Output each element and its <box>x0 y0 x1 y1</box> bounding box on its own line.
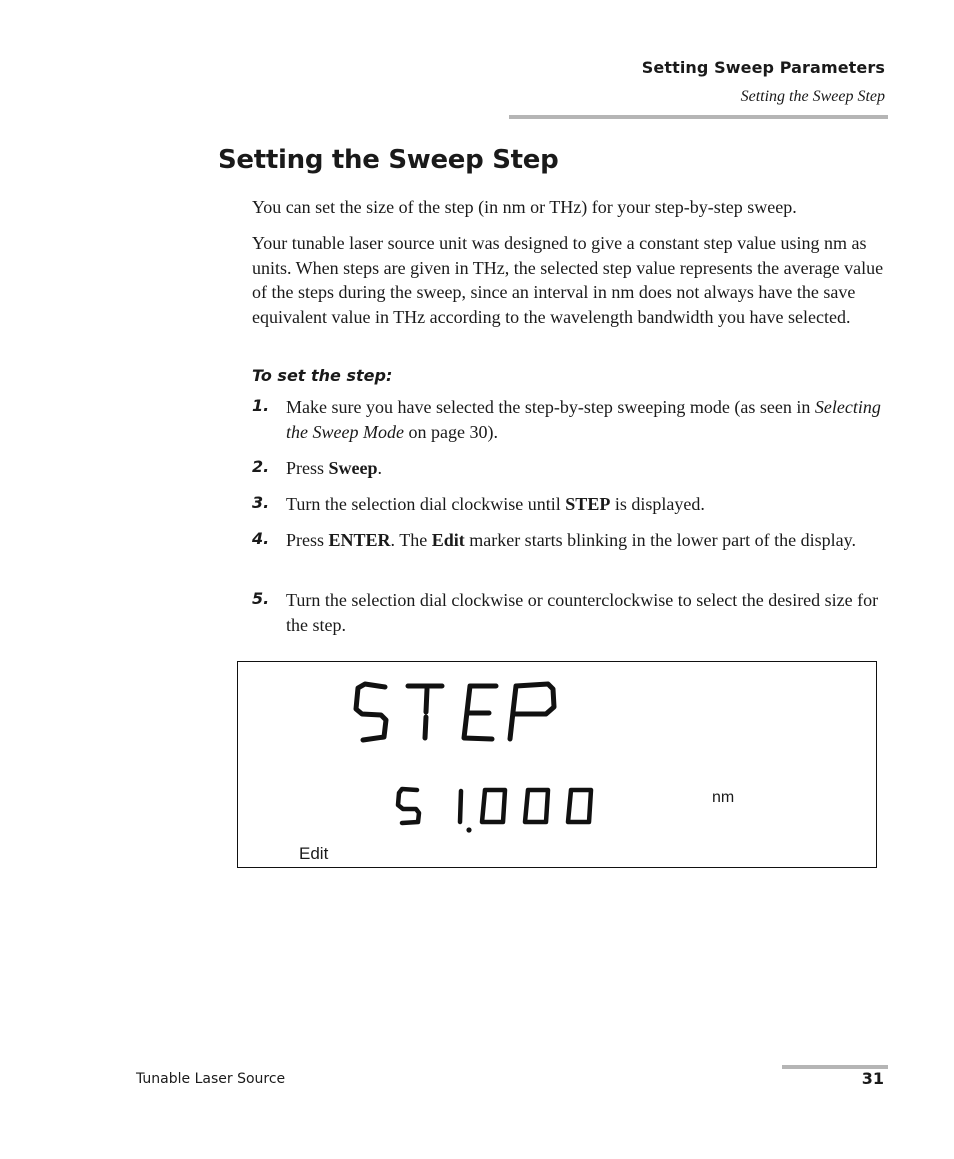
step-text-run: is displayed. <box>610 494 705 514</box>
lcd-glyph-e <box>464 686 496 739</box>
step-text-run: Press <box>286 530 329 550</box>
step-italic-text: Selecting the Sweep Mode <box>286 397 881 442</box>
lcd-glyph-p <box>510 684 554 739</box>
step-number: 3. <box>252 493 270 512</box>
units-paragraph: Your tunable laser source unit was designed to give a constant step value using nm as units. When steps are given in THz, the selected step value represents the average value of the steps during the sweep, since an interval in nm does not always have the save equivalent value in THz according to the wavelength bandwidth you have selected. <box>252 233 884 327</box>
step-text <box>286 456 891 481</box>
header-rule <box>509 115 888 119</box>
step-number: 1. <box>252 396 270 415</box>
lcd-segments <box>238 662 878 869</box>
step-text-run: on page 30). <box>403 421 498 442</box>
step-text-run: . The <box>390 530 432 550</box>
step-text-run: Press <box>286 458 329 478</box>
step-text-run: . <box>377 458 383 478</box>
step-number: 4. <box>252 529 270 548</box>
lcd-value-text <box>398 789 591 823</box>
intro-paragraph: You can set the size of the step (in nm or THz) for your step-by-step sweep. <box>252 197 797 217</box>
step-text <box>286 395 891 444</box>
footer-document-title: Tunable Laser Source <box>136 1071 286 1087</box>
lcd-glyph-0 <box>525 790 548 822</box>
page-heading: Setting the Sweep Step <box>218 145 559 175</box>
step-number: 5. <box>252 589 270 608</box>
lcd-glyph-0 <box>568 790 591 822</box>
step-text-run: marker starts blinking in the lower part of the display. <box>464 530 856 550</box>
step-text <box>286 588 891 637</box>
lcd-glyph-1 <box>460 791 461 822</box>
lcd-display-illustration <box>237 661 877 868</box>
step-text-run: Make sure you have selected the step-by-step sweeping mode (as seen in <box>286 397 815 417</box>
step-text-run: Turn the selection dial clockwise or counterclockwise to select the desired size for the step. <box>286 590 879 635</box>
step-bold-text: STEP <box>565 494 611 514</box>
running-header-title: Setting Sweep Parameters <box>641 58 885 77</box>
lcd-edit-marker: Edit <box>299 844 329 863</box>
step-text <box>286 528 891 553</box>
lcd-glyph-s <box>356 684 386 740</box>
step-text <box>286 492 891 517</box>
step-bold-text: Sweep <box>328 458 378 478</box>
step-bold-text: Edit <box>431 530 465 550</box>
lcd-main-text <box>356 684 554 740</box>
running-header-subtitle: Setting the Sweep Step <box>740 88 885 105</box>
lcd-glyph-t <box>408 686 442 738</box>
lcd-decimal-point <box>466 827 471 832</box>
lcd-unit-label: nm <box>712 789 735 806</box>
lcd-glyph-s <box>398 789 419 823</box>
page-number: 31 <box>861 1069 884 1088</box>
step-bold-text: ENTER <box>328 530 391 550</box>
step-text-run: Turn the selection dial clockwise until <box>286 494 566 514</box>
procedure-title: To set the step: <box>252 366 393 385</box>
lcd-glyph-0 <box>482 790 505 822</box>
step-number: 2. <box>252 457 270 476</box>
